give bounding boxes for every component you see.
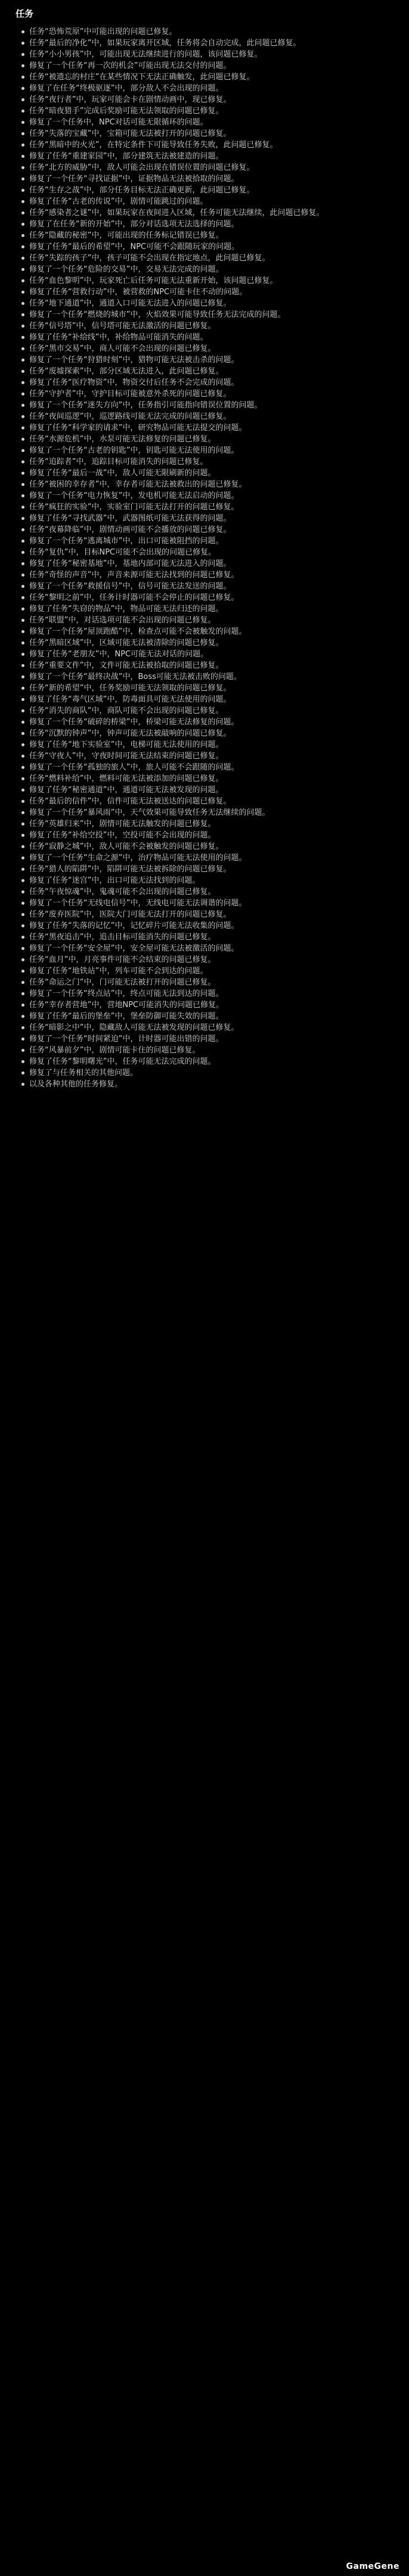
list-item: 修复了一个任务“危险的交易”中，交易无法完成的问题。 (21, 264, 393, 275)
list-item: 任务“奇怪的声音”中，声音来源可能无法找到的问题已修复。 (21, 569, 393, 581)
list-item: 任务“生存之战”中，部分任务目标无法正确更新，此问题已修复。 (21, 185, 393, 196)
list-item: 修复了任务“秘密通道”中，通道可能无法被发现的问题。 (21, 784, 393, 796)
list-item: 任务“被困的幸存者”中，幸存者可能无法被救出的问题已修复。 (21, 479, 393, 490)
list-item: 任务“暗夜猎手”完成后奖励可能无法领取的问题已修复。 (21, 105, 393, 117)
list-item: 任务“夜幕降临”中，剧情动画可能不会播放的问题已修复。 (21, 524, 393, 535)
list-item: 任务“失落的宝藏”中，宝箱可能无法被打开的问题已修复。 (21, 128, 393, 139)
list-item: 任务“守夜人”中，守夜时间可能无法结束的问题已修复。 (21, 750, 393, 762)
list-item: 任务“废弃医院”中，医院大门可能无法打开的问题已修复。 (21, 909, 393, 920)
list-item: 修复了任务“失落的记忆”中，记忆碎片可能无法收集的问题。 (21, 920, 393, 932)
list-item: 修复了一个任务中，NPC对话可能无限循环的问题。 (21, 117, 393, 128)
list-item: 任务“守护者”中，守护目标可能被意外杀死的问题已修复。 (21, 388, 393, 400)
list-item: 修复了一个任务“燃烧的城市”中，火焰效果可能导致任务无法完成的问题。 (21, 309, 393, 320)
list-item: 修复了一个任务“电力恢复”中，发电机可能无法启动的问题。 (21, 490, 393, 502)
list-item: 修复了任务“补给线”中，补给物品可能消失的问题。 (21, 332, 393, 343)
list-item: 修复了任务“最后的堡垒”中，堡垒防御可能失效的问题。 (21, 1011, 393, 1022)
list-item: 任务“黑夜追击”中，追击目标可能消失的问题已修复。 (21, 932, 393, 943)
list-item: 修复了一个任务“古老的钥匙”中，钥匙可能无法使用的问题。 (21, 445, 393, 456)
list-item: 修复了一个任务“时间紧迫”中，计时器可能出错的问题。 (21, 1033, 393, 1045)
list-item: 任务“水源危机”中，水泵可能无法修复的问题已修复。 (21, 434, 393, 445)
list-item: 修复了一个任务“再一次的机会”可能出现无法交付的问题。 (21, 60, 393, 71)
list-item: 修复了任务“科学家的请求”中，研究物品可能无法提交的问题。 (21, 422, 393, 434)
list-item: 修复了一个任务“生命之源”中，治疗物品可能无法使用的问题。 (21, 852, 393, 864)
list-item: 任务“被遗忘的村庄”在某些情况下无法正确触发，此问题已修复。 (21, 71, 393, 83)
list-item: 任务“消失的商队”中，商队可能不会出现的问题已修复。 (21, 705, 393, 717)
list-item: 修复了一个任务“寻找证据”中，证据物品无法被拾取的问题。 (21, 173, 393, 185)
list-item: 任务“联盟”中，对话选项可能不会出现的问题已修复。 (21, 615, 393, 626)
list-item: 修复了一个任务“狩猎时刻”中，猎物可能无法被击杀的问题。 (21, 354, 393, 366)
list-item: 任务“追踪者”中，追踪目标可能消失的问题已修复。 (21, 456, 393, 468)
list-item: 修复了一个任务“安全屋”中，安全屋可能无法被激活的问题。 (21, 943, 393, 954)
list-item: 修复了一个任务“破碎的桥梁”中，桥梁可能无法修复的问题。 (21, 717, 393, 728)
list-item: 任务“新的希望”中，任务奖励可能无法领取的问题已修复。 (21, 683, 393, 694)
list-item: 修复了一个任务“逃离城市”中，出口可能被阻挡的问题。 (21, 535, 393, 547)
list-item: 任务“夜行者”中，玩家可能会卡在剧情动画中，现已修复。 (21, 94, 393, 105)
list-item: 修复了一个任务“屋顶跑酷”中，检查点可能不会被触发的问题。 (21, 626, 393, 637)
list-item: 修复了在任务“新的开始”中，部分对话选项无法选择的问题。 (21, 219, 393, 230)
list-item: 修复了任务“黎明曙光”中，任务可能无法完成的问题。 (21, 1056, 393, 1067)
list-item: 修复了一个任务“暴风雨”中，天气效果可能导致任务无法继续的问题。 (21, 807, 393, 818)
list-item: 任务“幸存者营地”中，营地NPC可能消失的问题已修复。 (21, 999, 393, 1011)
list-item: 修复了任务“地下实验室”中，电梯可能无法使用的问题。 (21, 739, 393, 750)
list-item: 修复了任务“地铁站”中，列车可能不会到达的问题。 (21, 965, 393, 977)
list-item: 任务“信号塔”中，信号塔可能无法激活的问题已修复。 (21, 320, 393, 332)
list-item: 任务“失踪的孩子”中，孩子可能不会出现在指定地点，此问题已修复。 (21, 253, 393, 264)
list-item: 修复了一个任务“迷失方向”中，任务指引可能指向错误位置的问题。 (21, 400, 393, 411)
list-item: 修复了任务“医疗物资”中，物资交付后任务不会完成的问题。 (21, 377, 393, 388)
list-item: 任务“命运之门”中，门可能无法被打开的问题已修复。 (21, 977, 393, 988)
list-item: 任务“午夜惊魂”中，鬼魂可能不会出现的问题已修复。 (21, 886, 393, 898)
list-item: 修复了任务“秘密基地”中，基地内部可能无法进入的问题。 (21, 558, 393, 569)
list-item: 任务“北方的威胁”中，敌人可能会出现在错误位置的问题已修复。 (21, 162, 393, 173)
list-item: 修复了任务“补给空投”中，空投可能不会出现的问题。 (21, 830, 393, 841)
quest-fix-list (16, 26, 393, 1090)
list-item: 任务“血色黎明”中，玩家死亡后任务可能无法重新开始，该问题已修复。 (21, 275, 393, 286)
list-item: 修复了任务“重建家园”中，部分建筑无法被建造的问题。 (21, 151, 393, 162)
list-item: 任务“感染者之谜”中，如果玩家在夜间进入区域，任务可能无法继续，此问题已修复。 (21, 207, 393, 219)
list-item: 任务“疯狂的实验”中，实验室门可能无法打开的问题已修复。 (21, 502, 393, 513)
list-item: 修复了任务“营救行动”中，被营救的NPC可能卡住不动的问题。 (21, 286, 393, 298)
list-item: 任务“黎明之前”中，任务计时器可能不会停止的问题已修复。 (21, 592, 393, 603)
list-item: 任务“英雄归来”中，剧情可能无法触发的问题已修复。 (21, 818, 393, 830)
list-item: 任务“寂静之城”中，敌人可能不会被触发的问题已修复。 (21, 841, 393, 852)
list-item: 修复了一个任务“无线电信号”中，无线电可能无法调谐的问题。 (21, 898, 393, 909)
list-item: 任务“废墟探索”中，部分区域无法进入，此问题已修复。 (21, 366, 393, 377)
list-item: 修复了一个任务“救援信号”中，信号可能无法发送的问题。 (21, 581, 393, 592)
list-item: 修复了任务“古老的传说”中，剧情可能跳过的问题。 (21, 196, 393, 207)
list-item: 修复了任务“毒气区域”中，防毒面具可能无法使用的问题。 (21, 694, 393, 705)
list-item: 任务“黑暗中的火光”，在特定条件下可能导致任务失败，此问题已修复。 (21, 139, 393, 151)
list-item: 任务“风暴前夕”中，剧情可能卡住的问题已修复。 (21, 1045, 393, 1056)
list-item: 修复了一个任务“终点站”中，终点可能无法到达的问题。 (21, 988, 393, 999)
list-item: 任务“最后的净化”中，如果玩家离开区域，任务将会自动完成，此问题已修复。 (21, 38, 393, 49)
list-item: 修复了任务“最后一战”中，敌人可能无限刷新的问题。 (21, 468, 393, 479)
section-title: 任务 (16, 8, 34, 19)
list-item: 任务“黑暗区域”中，区域可能无法被清除的问题已修复。 (21, 637, 393, 649)
list-item: 以及各种其他的任务修复。 (21, 1079, 393, 1090)
list-item: 任务“重要文件”中，文件可能无法被拾取的问题已修复。 (21, 660, 393, 671)
list-item: 修复了一个任务“最终决战”中，Boss可能无法被击败的问题。 (21, 671, 393, 683)
list-item: 任务“血月”中，月亮事件可能不会结束的问题已修复。 (21, 954, 393, 965)
list-item: 修复了任务“寻找武器”中，武器图纸可能无法获得的问题。 (21, 513, 393, 524)
list-item: 任务“黑市交易”中，商人可能不会出现的问题已修复。 (21, 343, 393, 354)
list-item: 修复了与任务相关的其他问题。 (21, 1067, 393, 1079)
list-item: 任务“暗影之中”中，隐藏敌人可能无法被发现的问题已修复。 (21, 1022, 393, 1033)
list-item: 任务“燃料补给”中，燃料可能无法被添加的问题已修复。 (21, 773, 393, 784)
list-item: 任务“夜间巡逻”中，巡逻路线可能无法完成的问题已修复。 (21, 411, 393, 422)
list-item: 任务“恐怖荒原”中可能出现的问题已修复。 (21, 26, 393, 38)
watermark-logo: GameGene (346, 2562, 399, 2571)
list-item: 修复了任务“失窃的物品”中，物品可能无法归还的问题。 (21, 603, 393, 615)
list-item: 任务“隐藏的秘密”中，可能出现的任务标记错误已修复。 (21, 230, 393, 241)
list-item: 任务“最后的信件”中，信件可能无法被送达的问题已修复。 (21, 796, 393, 807)
list-item: 任务“小小男孩”中，可能出现无法继续进行的问题，该问题已修复。 (21, 49, 393, 60)
list-item: 修复了任务“老朋友”中，NPC可能无法对话的问题。 (21, 649, 393, 660)
list-item: 修复了一个任务“孤独的旅人”中，旅人可能不会跟随的问题。 (21, 762, 393, 773)
list-item: 任务“地下通道”中，通道入口可能无法进入的问题已修复。 (21, 298, 393, 309)
list-item: 任务“复仇”中，目标NPC可能不会出现的问题已修复。 (21, 547, 393, 558)
list-item: 修复了在任务“终极驱逐”中，部分敌人不会出现的问题。 (21, 83, 393, 94)
list-item: 修复了任务“迷宫”中，出口可能无法找到的问题。 (21, 875, 393, 886)
list-item: 任务“沉默的钟声”中，钟声可能无法被敲响的问题已修复。 (21, 728, 393, 739)
list-item: 任务“猎人的陷阱”中，陷阱可能无法被拆除的问题已修复。 (21, 864, 393, 875)
list-item: 修复了任务“最后的希望”中，NPC可能不会跟随玩家的问题。 (21, 241, 393, 253)
